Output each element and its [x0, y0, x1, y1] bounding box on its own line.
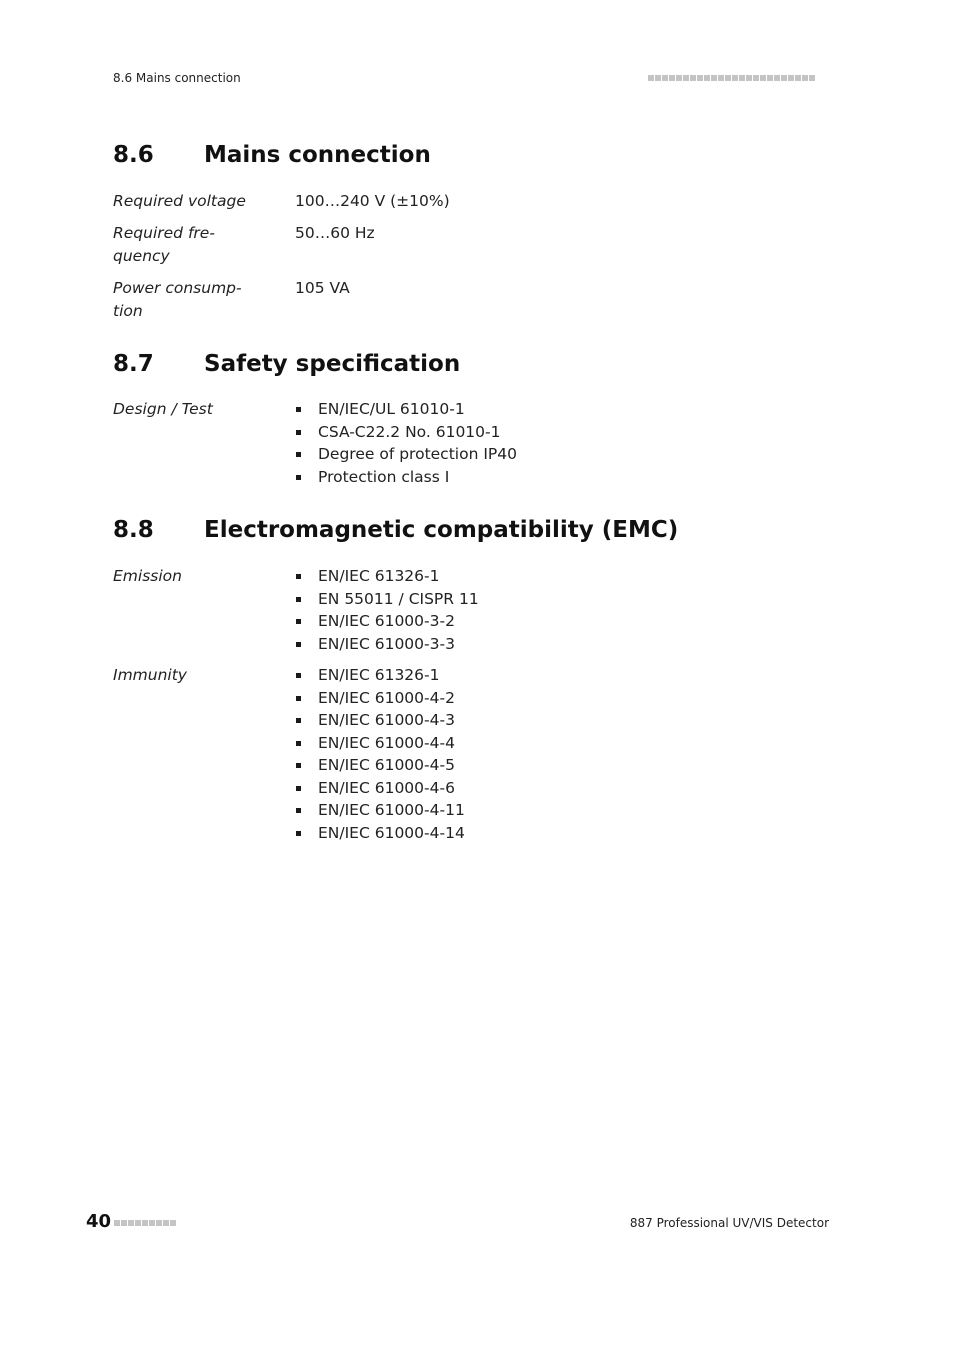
list-item: EN/IEC 61000-4-2	[295, 687, 465, 710]
list-item: EN/IEC 61000-4-3	[295, 709, 465, 732]
spec-bullet-list	[295, 565, 479, 655]
section-title-emc	[113, 517, 678, 543]
section-title-safety-specification	[113, 351, 460, 377]
spec-value: 105 VA	[295, 279, 350, 297]
list-item: EN/IEC 61326-1	[295, 565, 479, 588]
section-title-text: Safety specification	[204, 351, 461, 377]
spec-bullet-list	[295, 664, 465, 844]
spec-value: 100…240 V (±10%)	[295, 192, 450, 210]
spec-label: Required voltage	[113, 192, 246, 210]
list-item: EN/IEC 61000-3-2	[295, 610, 479, 633]
page-number: 40	[86, 1211, 112, 1232]
list-item: Degree of protection IP40	[295, 443, 517, 466]
list-item: EN/IEC 61000-4-4	[295, 732, 465, 755]
footer-decoration	[114, 1220, 176, 1226]
list-item: EN/IEC 61000-4-5	[295, 754, 465, 777]
list-item: Protection class I	[295, 466, 517, 489]
list-item: EN/IEC 61000-4-6	[295, 777, 465, 800]
spec-label: Power consump- tion	[113, 279, 242, 320]
list-item: EN/IEC 61000-4-11	[295, 799, 465, 822]
section-title-text: Mains connection	[204, 142, 431, 168]
spec-label: Emission	[113, 567, 182, 585]
spec-label: Immunity	[113, 666, 187, 684]
list-item: EN/IEC 61000-4-14	[295, 822, 465, 845]
header-decoration	[648, 75, 815, 81]
section-number: 8.6	[113, 142, 154, 168]
footer-document-title: 887 Professional UV/VIS Detector	[629, 1216, 829, 1230]
section-title-text: Electromagnetic compatibility (EMC)	[204, 517, 679, 543]
list-item: EN/IEC 61326-1	[295, 664, 465, 687]
running-header: 8.6 Mains connection	[113, 71, 241, 85]
spec-value: 50…60 Hz	[295, 224, 375, 242]
list-item: CSA-C22.2 No. 61010-1	[295, 421, 517, 444]
section-title-mains-connection	[113, 142, 431, 168]
list-item: EN/IEC/UL 61010-1	[295, 398, 517, 421]
spec-label: Design / Test	[113, 400, 213, 418]
section-number: 8.7	[113, 351, 154, 377]
list-item: EN 55011 / CISPR 11	[295, 588, 479, 611]
spec-bullet-list	[295, 398, 517, 488]
section-number: 8.8	[113, 517, 154, 543]
spec-label: Required fre- quency	[113, 224, 215, 265]
list-item: EN/IEC 61000-3-3	[295, 633, 479, 656]
